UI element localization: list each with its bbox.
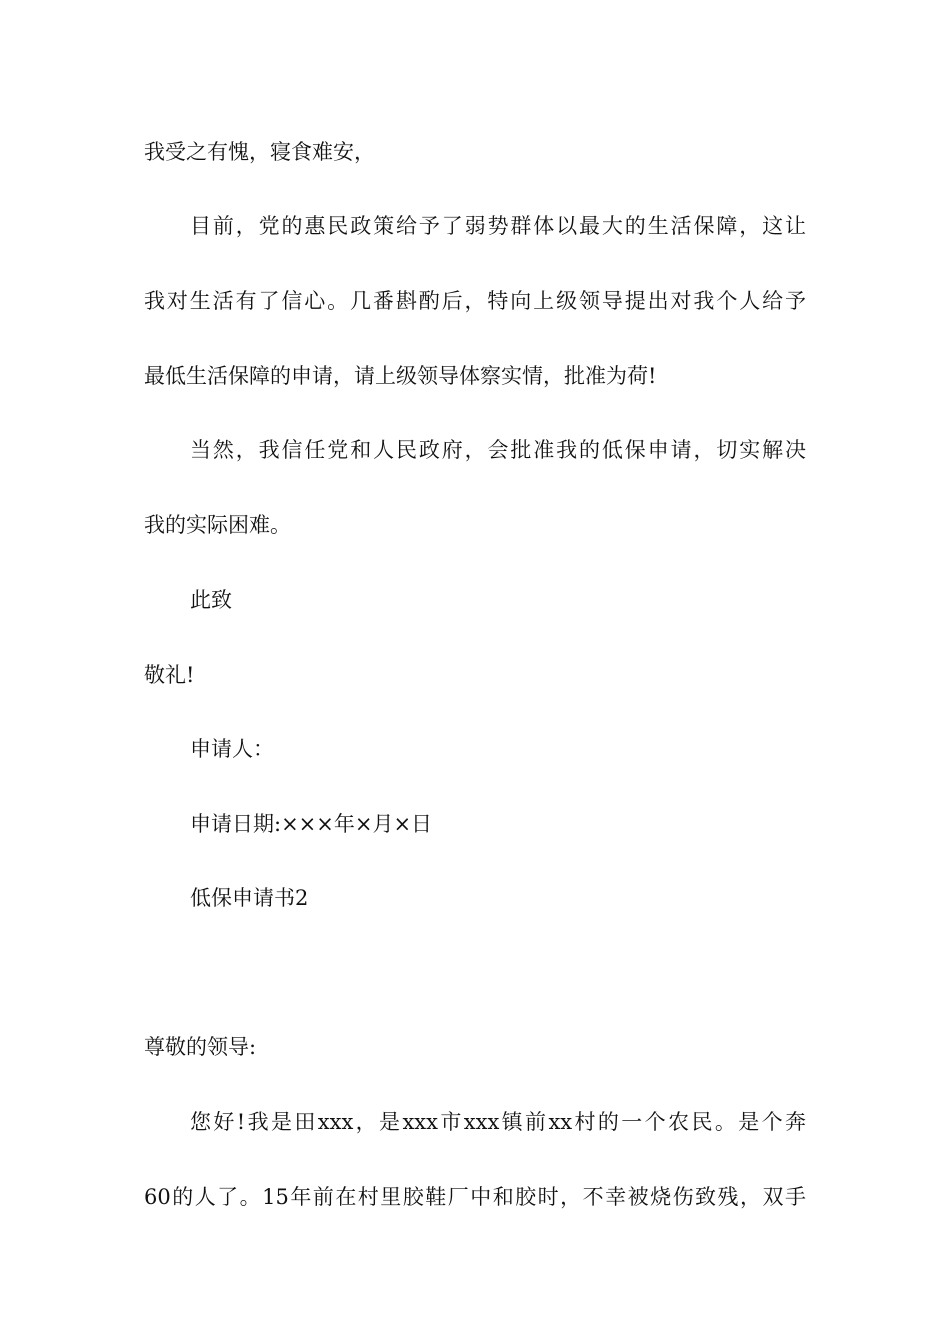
text-line: 当然，我信任党和人民政府，会批准我的低保申请，切实解决 — [190, 438, 806, 462]
section-title: 低保申请书2 — [190, 886, 309, 910]
closing-salutation: 此致 — [190, 588, 232, 612]
text-line: 目前，党的惠民政策给予了弱势群体以最大的生活保障，这让 — [190, 214, 806, 238]
text-line: 我的实际困难。 — [144, 513, 291, 537]
application-date: 申请日期:×××年×月×日 — [190, 812, 433, 836]
applicant-label: 申请人： — [190, 737, 274, 761]
text-line: 我受之有愧，寝食难安， — [144, 140, 375, 164]
text-line: 60的人了。15年前在村里胶鞋厂中和胶时，不幸被烧伤致残，双手 — [144, 1185, 806, 1209]
greeting: 尊敬的领导: — [144, 1035, 257, 1059]
text-line: 我对生活有了信心。几番斟酌后，特向上级领导提出对我个人给予 — [144, 289, 806, 313]
closing-regards: 敬礼! — [144, 663, 195, 687]
text-line: 您好!我是田xxx，是xxx市xxx镇前xx村的一个农民。是个奔 — [190, 1110, 806, 1134]
text-line: 最低生活保障的申请，请上级领导体察实情，批准为荷! — [144, 364, 657, 388]
